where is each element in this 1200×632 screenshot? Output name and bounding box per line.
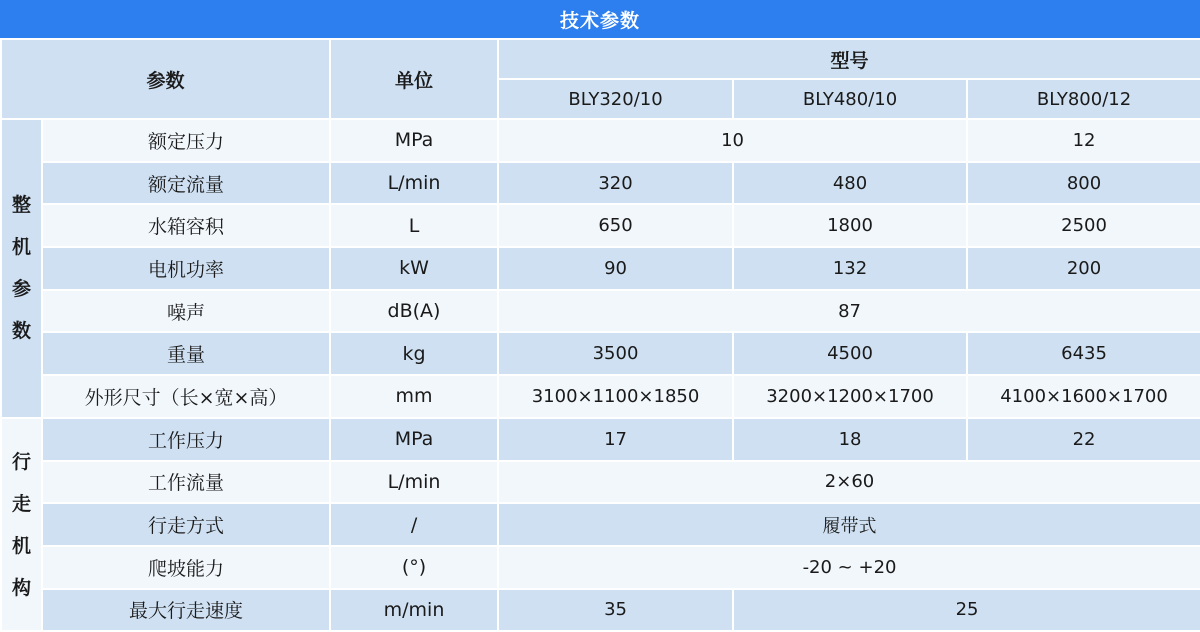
row-value: 4500 (733, 332, 967, 375)
row-value: 480 (733, 162, 967, 205)
row-value: 履带式 (498, 503, 1200, 546)
row-name: 重量 (42, 332, 330, 375)
row-name: 行走方式 (42, 503, 330, 546)
table-row (1, 589, 1200, 632)
row-name: 工作压力 (42, 418, 330, 461)
group-label-travel: 行 走 机 构 (1, 418, 42, 631)
row-unit: MPa (330, 119, 498, 162)
row-name: 工作流量 (42, 461, 330, 504)
row-name: 电机功率 (42, 247, 330, 290)
row-value: 18 (733, 418, 967, 461)
header-model-1: BLY320/10 (498, 79, 733, 119)
table-title: 技术参数 (0, 0, 1200, 38)
row-unit: dB(A) (330, 290, 498, 333)
row-name: 水箱容积 (42, 204, 330, 247)
row-value: 17 (498, 418, 733, 461)
row-value: 4100×1600×1700 (967, 375, 1200, 418)
row-unit: MPa (330, 418, 498, 461)
row-value: 320 (498, 162, 733, 205)
header-model: 型号 (498, 39, 1200, 79)
table-row (1, 162, 1200, 205)
row-value: 35 (498, 589, 733, 632)
row-unit: L/min (330, 461, 498, 504)
row-unit: (°) (330, 546, 498, 589)
row-name: 最大行走速度 (42, 589, 330, 632)
header-model-2: BLY480/10 (733, 79, 967, 119)
row-name: 额定压力 (42, 119, 330, 162)
row-value: 3100×1100×1850 (498, 375, 733, 418)
row-value: 87 (498, 290, 1200, 333)
row-value: 200 (967, 247, 1200, 290)
table-row (1, 119, 1200, 162)
table-row (1, 418, 1200, 461)
group-label-machine: 整 机 参 数 (1, 119, 42, 418)
row-unit: mm (330, 375, 498, 418)
table-row (1, 503, 1200, 546)
row-name: 额定流量 (42, 162, 330, 205)
table-row (1, 204, 1200, 247)
row-value: 6435 (967, 332, 1200, 375)
row-value: 800 (967, 162, 1200, 205)
table-row (1, 332, 1200, 375)
row-name: 噪声 (42, 290, 330, 333)
table-row (1, 546, 1200, 589)
row-value: 132 (733, 247, 967, 290)
row-value: 2500 (967, 204, 1200, 247)
row-value: 90 (498, 247, 733, 290)
row-unit: m/min (330, 589, 498, 632)
row-value: 3500 (498, 332, 733, 375)
header-param: 参数 (1, 39, 330, 119)
row-value: 1800 (733, 204, 967, 247)
table-row (1, 375, 1200, 418)
table-row (1, 247, 1200, 290)
row-unit: L/min (330, 162, 498, 205)
row-name: 爬坡能力 (42, 546, 330, 589)
row-value: -20 ~ +20 (498, 546, 1200, 589)
table-row (1, 290, 1200, 333)
row-value: 2×60 (498, 461, 1200, 504)
header-unit: 单位 (330, 39, 498, 119)
row-value: 25 (733, 589, 1200, 632)
row-unit: / (330, 503, 498, 546)
row-value: 10 (498, 119, 967, 162)
spec-table (0, 38, 1200, 632)
header-model-3: BLY800/12 (967, 79, 1200, 119)
row-value: 650 (498, 204, 733, 247)
row-value: 3200×1200×1700 (733, 375, 967, 418)
row-unit: kW (330, 247, 498, 290)
row-unit: kg (330, 332, 498, 375)
row-value: 12 (967, 119, 1200, 162)
row-value: 22 (967, 418, 1200, 461)
table-row (1, 461, 1200, 504)
row-name: 外形尺寸（长×宽×高） (42, 375, 330, 418)
row-unit: L (330, 204, 498, 247)
